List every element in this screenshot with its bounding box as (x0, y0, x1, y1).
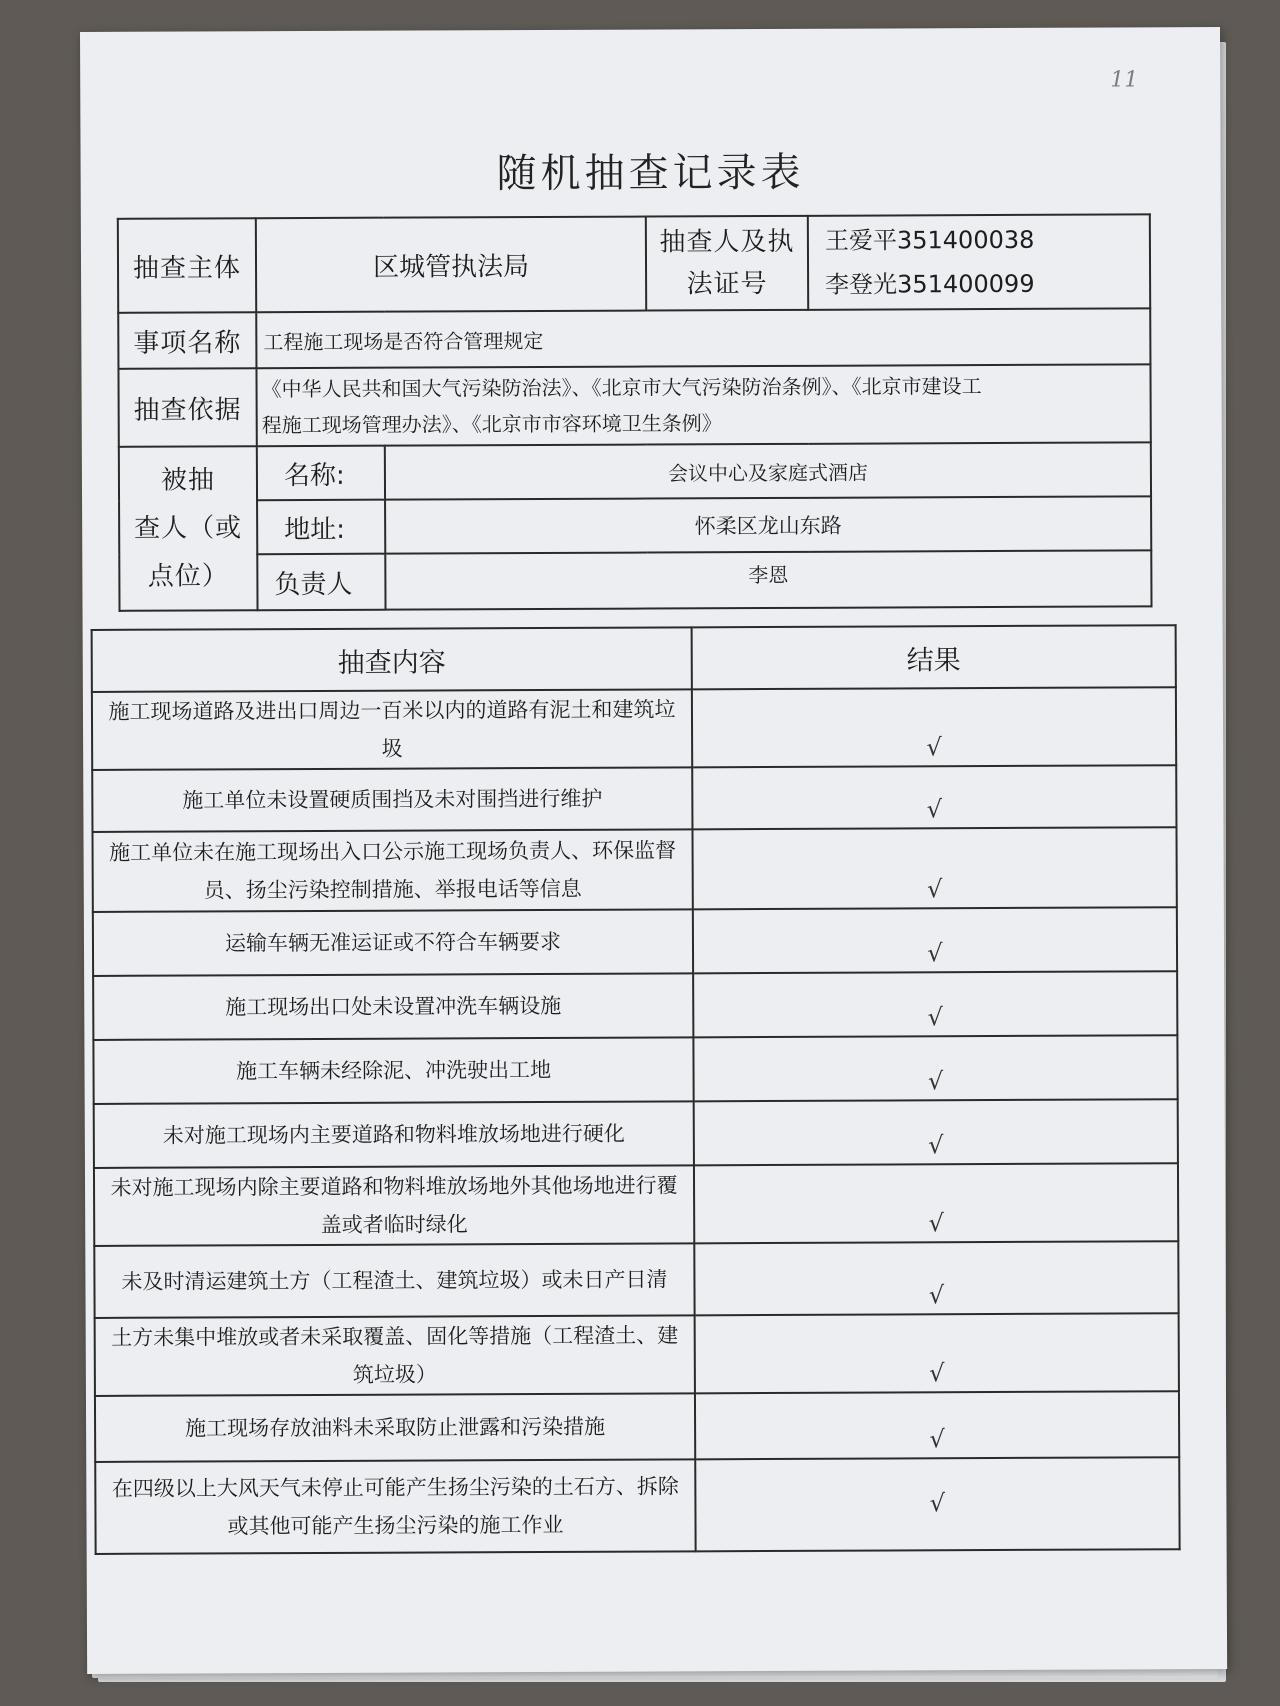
table-row (95, 1313, 1179, 1396)
row-content: 施工车辆未经除泥、冲洗驶出工地 (93, 1037, 693, 1104)
inspected-party-label (119, 446, 258, 611)
basis-line-2: 程施工现场管理办法》、《北京市市容环境卫生条例》 (261, 411, 722, 438)
row-content: 在四级以上大风天气未停止可能产生扬尘污染的土石方、拆除或其他可能产生扬尘污染的施工作业 (95, 1459, 695, 1554)
table-row (92, 687, 1176, 770)
table-row (93, 1035, 1177, 1104)
table-row (94, 1241, 1178, 1318)
subject-label: 抽查主体 (118, 218, 256, 313)
address-value: 怀柔区龙山东路 (385, 496, 1151, 553)
name-value: 会议中心及家庭式酒店 (385, 442, 1151, 499)
name-label: 名称: (257, 446, 385, 501)
check-mark-icon: √ (694, 1241, 1178, 1315)
inspector-list (808, 214, 1150, 309)
check-mark-icon: √ (694, 1163, 1178, 1243)
row-content: 施工单位未在施工现场出入口公示施工现场负责人、环保监督员、扬尘污染控制措施、举报电话等信息 (92, 829, 692, 912)
table-row (95, 1457, 1179, 1554)
page-number-mark: 11 (1110, 67, 1139, 93)
item-value: 工程施工现场是否符合管理规定 (256, 308, 1150, 368)
table-row (95, 1391, 1179, 1462)
row-content: 未对施工现场内除主要道路和物料堆放场地外其他场地进行覆盖或者临时绿化 (94, 1165, 694, 1246)
inspector-1: 王爱平351400038 (824, 225, 1035, 255)
table-row (93, 971, 1177, 1040)
item-label: 事项名称 (118, 312, 256, 369)
form-title: 随机抽查记录表 (496, 149, 805, 198)
header-table (117, 213, 1153, 612)
check-mark-icon: √ (695, 1457, 1179, 1551)
table-row (94, 1163, 1178, 1246)
check-mark-icon: √ (693, 1035, 1177, 1101)
row-content: 施工现场出口处未设置冲洗车辆设施 (93, 973, 693, 1040)
content-header: 抽查内容 (92, 627, 692, 692)
inspector-label-line2: 法证号 (686, 269, 768, 300)
check-mark-icon: √ (695, 1313, 1179, 1393)
row-content: 施工现场道路及进出口周边一百米以内的道路有泥土和建筑垃圾 (92, 689, 692, 770)
row-content: 土方未集中堆放或者未采取覆盖、固化等措施（工程渣土、建筑垃圾） (95, 1315, 695, 1396)
address-label: 地址: (257, 500, 385, 555)
check-mark-icon: √ (692, 687, 1176, 767)
inspector-label-line1: 抽查人及执 (659, 226, 795, 258)
person-value: 李恩 (385, 550, 1151, 609)
basis-label: 抽查依据 (118, 368, 256, 447)
form-sheet (80, 27, 1227, 1674)
subject-value: 区城管执法局 (256, 217, 646, 313)
inspected-label-line2: 查人（或 (134, 513, 243, 544)
inspector-label (646, 216, 808, 311)
inspector-2: 李登光351400099 (825, 269, 1035, 299)
person-label: 负责人 (257, 554, 385, 611)
row-content: 未对施工现场内主要道路和物料堆放场地进行硬化 (94, 1101, 694, 1168)
row-content: 未及时清运建筑土方（工程渣土、建筑垃圾）或未日产日清 (94, 1243, 694, 1318)
check-mark-icon: √ (694, 1099, 1178, 1165)
table-row (94, 1099, 1178, 1168)
row-content: 运输车辆无准运证或不符合车辆要求 (93, 909, 693, 976)
checklist-table (91, 624, 1181, 1555)
row-content: 施工现场存放油料未采取防止泄露和污染措施 (95, 1393, 695, 1462)
basis-value (256, 364, 1150, 446)
check-mark-icon: √ (693, 971, 1177, 1037)
check-mark-icon: √ (692, 827, 1176, 909)
check-mark-icon: √ (695, 1391, 1179, 1459)
table-row (92, 827, 1176, 912)
table-row (93, 907, 1177, 976)
check-mark-icon: √ (693, 907, 1177, 973)
row-content: 施工单位未设置硬质围挡及未对围挡进行维护 (92, 767, 692, 832)
table-row (92, 765, 1176, 832)
result-header: 结果 (692, 625, 1176, 689)
check-mark-icon: √ (692, 765, 1176, 829)
inspected-label-line1: 被抽 (160, 465, 216, 496)
inspected-label-line3: 点位） (147, 561, 229, 592)
basis-line-1: 《中华人民共和国大气污染防治法》、《北京市大气污染防治条例》、《北京市建设工 (261, 374, 982, 402)
